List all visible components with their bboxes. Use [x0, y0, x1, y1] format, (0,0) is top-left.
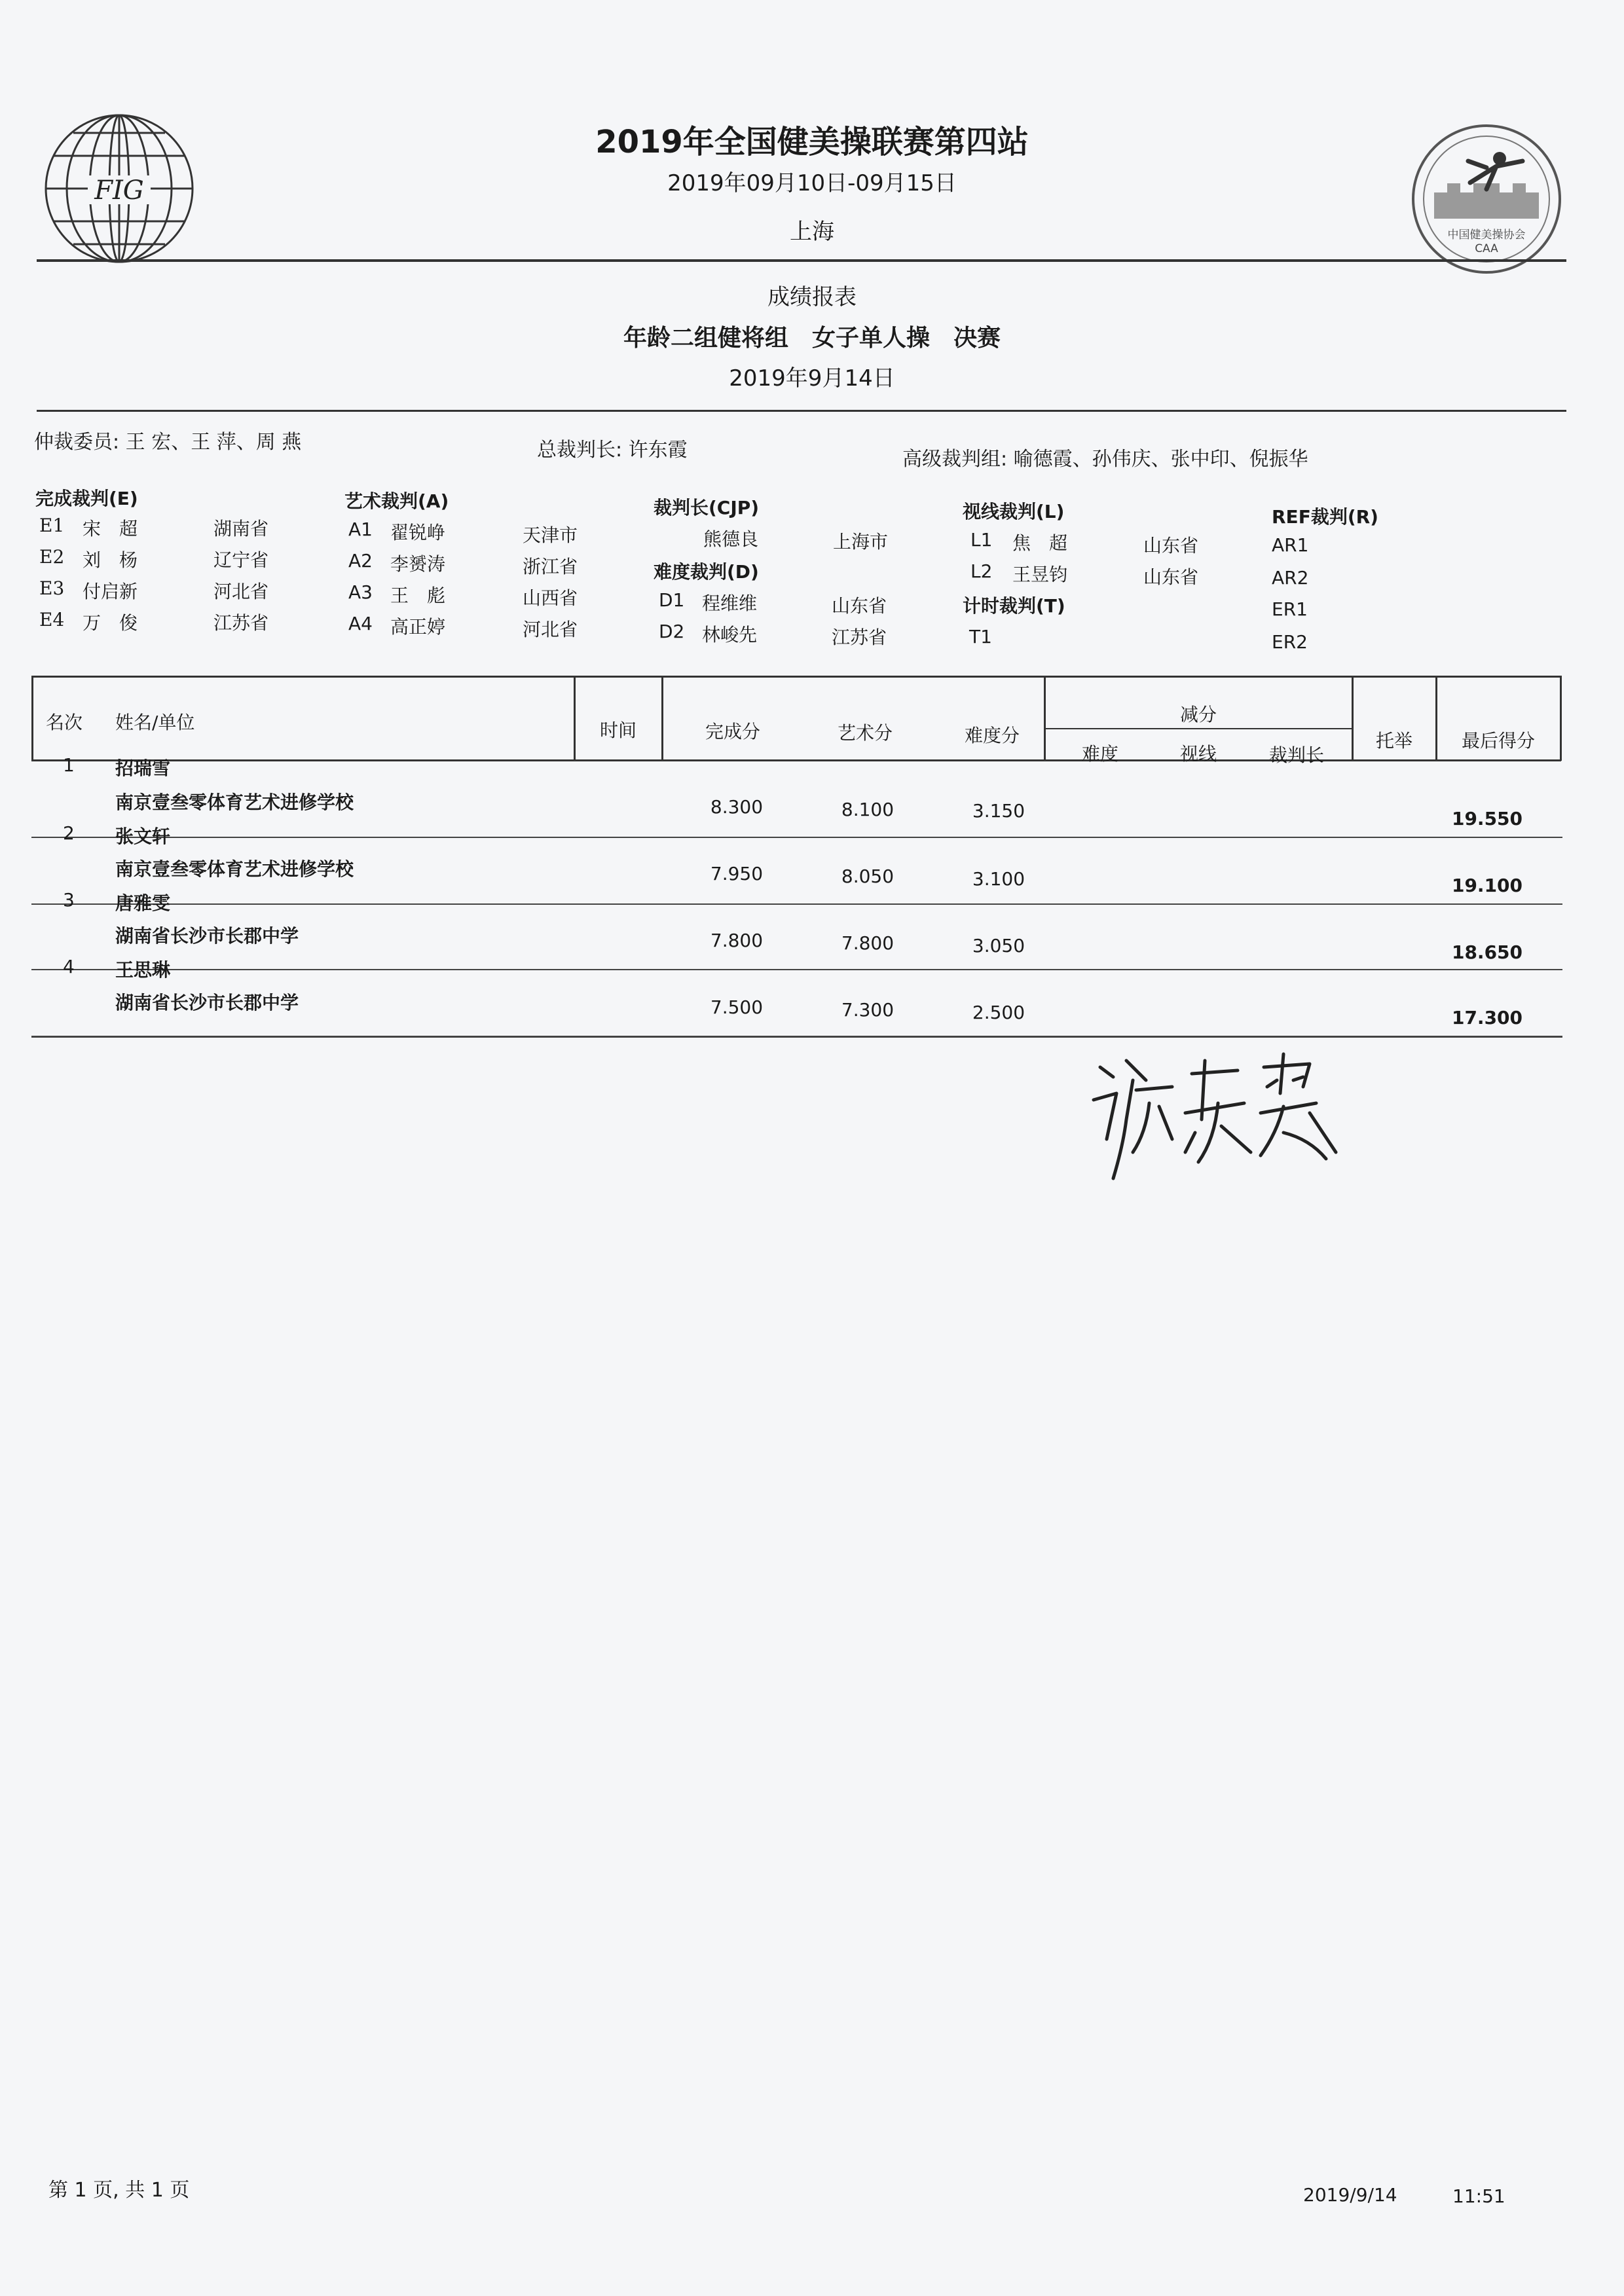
row-artistic: 7.800 — [841, 932, 895, 954]
ref-panel-label: REF裁判(R) — [1272, 506, 1378, 528]
row-artistic: 8.050 — [841, 866, 895, 887]
artistic-judge-region: 山西省 — [523, 587, 578, 609]
deduction-sub-rule — [1044, 728, 1353, 729]
row-difficulty: 2.500 — [972, 1002, 1025, 1023]
chief-judge-name: 许东霞 — [628, 439, 688, 462]
row-unit: 南京壹叁零体育艺术进修学校 — [115, 792, 354, 813]
caa-logo-name: 中国健美操协会 — [1447, 228, 1526, 242]
row-unit: 湖南省长沙市长郡中学 — [115, 925, 299, 947]
print-time: 11:51 — [1452, 2185, 1505, 2207]
execution-judge: E4 — [39, 609, 65, 630]
row-rule — [31, 969, 1562, 970]
row-unit: 南京壹叁零体育艺术进修学校 — [115, 858, 354, 880]
row-athlete-name: 招瑞雪 — [115, 757, 171, 779]
artistic-judge-region: 浙江省 — [523, 556, 578, 577]
row-final: 19.550 — [1451, 808, 1523, 829]
event-date: 2019年9月14日 — [729, 365, 895, 392]
date-range: 2019年09月10日-09月15日 — [667, 170, 957, 196]
row-difficulty: 3.150 — [972, 800, 1025, 822]
line-panel-label: 视线裁判(L) — [963, 501, 1065, 522]
execution-judge: E3 — [39, 577, 65, 599]
table-right-rule — [1560, 676, 1562, 761]
row-final: 17.300 — [1451, 1007, 1523, 1029]
row-athlete-name: 唐雅雯 — [115, 892, 171, 914]
artistic-judge-region: 河北省 — [523, 619, 578, 640]
row-unit: 湖南省长沙市长郡中学 — [115, 992, 299, 1013]
row-rank: 2 — [63, 822, 75, 844]
row-rank: 4 — [63, 956, 75, 977]
row-athlete-name: 王思琳 — [115, 959, 171, 981]
col-rule — [661, 676, 663, 761]
row-rule — [31, 1036, 1562, 1038]
row-execution: 7.800 — [710, 930, 764, 951]
line-judge: L1 — [970, 529, 993, 551]
table-top-rule — [31, 676, 1561, 678]
col-header-deductions: 减分 — [1179, 704, 1217, 725]
artistic-judge: A3 — [348, 581, 373, 603]
jury-names: 王 宏、王 萍、周 燕 — [125, 431, 302, 454]
time-panel-label: 计时裁判(T) — [963, 595, 1065, 617]
artistic-judge-name: 高正婷 — [390, 616, 446, 638]
execution-judge-region: 辽宁省 — [213, 549, 269, 571]
row-artistic: 8.100 — [841, 799, 895, 820]
cjp-panel-label: 裁判长(CJP) — [654, 497, 760, 519]
row-final: 18.650 — [1451, 941, 1523, 963]
difficulty-judge-region: 江苏省 — [832, 627, 887, 648]
row-execution: 8.300 — [710, 796, 764, 818]
execution-judge-region: 河北省 — [213, 581, 269, 602]
city: 上海 — [790, 219, 834, 245]
line-judge-region: 山东省 — [1143, 566, 1199, 588]
ref-code: AR1 — [1272, 534, 1309, 556]
difficulty-judge: D1 — [659, 589, 685, 611]
line-judge-region: 山东省 — [1143, 535, 1199, 556]
execution-judge-region: 江苏省 — [213, 612, 269, 634]
line-judge: L2 — [970, 560, 993, 582]
artistic-judge: A1 — [348, 519, 373, 540]
col-header-difficulty: 难度分 — [964, 725, 1020, 746]
artistic-judge: A4 — [348, 613, 373, 634]
col-header-time: 时间 — [599, 720, 637, 741]
col-header-lift: 托举 — [1375, 730, 1412, 752]
page-number: 第 1 页, 共 1 页 — [48, 2179, 190, 2202]
cjp-region: 上海市 — [833, 531, 889, 553]
col-header-final: 最后得分 — [1461, 730, 1535, 752]
execution-panel-label: 完成裁判(E) — [35, 488, 138, 509]
execution-judge-region: 湖南省 — [213, 518, 269, 539]
row-rank: 1 — [63, 754, 75, 776]
difficulty-panel-label: 难度裁判(D) — [654, 561, 759, 583]
execution-judge-name: 万 俊 — [83, 612, 138, 634]
caa-logo-abbr: CAA — [1475, 242, 1498, 255]
artistic-judge: A2 — [348, 550, 373, 572]
difficulty-judge-region: 山东省 — [832, 595, 887, 617]
artistic-judge-name: 王 彪 — [390, 585, 446, 606]
col-header-rank: 名次 — [46, 712, 83, 733]
artistic-judge-name: 翟锐峥 — [390, 522, 446, 543]
line-judge-name: 焦 超 — [1012, 532, 1068, 554]
artistic-judge-region: 天津市 — [523, 524, 578, 546]
category-title: 年龄二组健将组 女子单人操 决赛 — [623, 325, 1001, 352]
cjp-name: 熊德良 — [703, 528, 759, 550]
artistic-judge-name: 李赟涛 — [390, 553, 446, 575]
execution-judge: E2 — [39, 546, 65, 568]
col-header-artistic: 艺术分 — [837, 722, 893, 744]
col-header-execution: 完成分 — [705, 721, 760, 742]
jury-label: 仲裁委员: — [34, 431, 120, 454]
report-title: 成绩报表 — [767, 284, 857, 310]
artistic-panel-label: 艺术裁判(A) — [344, 490, 449, 512]
results-table — [0, 0, 1624, 1048]
ref-code: ER2 — [1272, 631, 1308, 653]
line-judge-name: 王昱钧 — [1012, 564, 1068, 585]
signature — [1087, 1041, 1362, 1192]
print-date: 2019/9/14 — [1303, 2184, 1397, 2206]
row-difficulty: 3.100 — [972, 868, 1025, 890]
col-header-ded-difficulty: 难度 — [1081, 743, 1118, 765]
row-artistic: 7.300 — [841, 999, 895, 1021]
competition-title: 2019年全国健美操联赛第四站 — [595, 124, 1029, 160]
table-left-rule — [31, 676, 33, 761]
col-header-name: 姓名/单位 — [115, 712, 195, 733]
execution-judge-name: 刘 杨 — [83, 549, 138, 571]
row-rule — [31, 903, 1562, 905]
ref-code: ER1 — [1272, 598, 1308, 620]
col-header-ded-line: 视线 — [1179, 743, 1217, 765]
row-final: 19.100 — [1451, 875, 1523, 896]
senior-panel-names: 喻德霞、孙伟庆、张中印、倪振华 — [1013, 448, 1308, 471]
ref-code: AR2 — [1272, 567, 1309, 589]
fig-logo-text: FIG — [94, 175, 144, 206]
execution-judge: E1 — [39, 515, 65, 536]
chief-judge-label: 总裁判长: — [537, 439, 623, 462]
row-execution: 7.500 — [710, 996, 764, 1018]
time-judge-code: T1 — [969, 626, 992, 647]
difficulty-judge-name: 程维维 — [702, 592, 758, 614]
col-header-ded-cjp: 裁判长 — [1268, 744, 1324, 766]
row-rank: 3 — [63, 889, 75, 911]
row-athlete-name: 张文轩 — [115, 826, 171, 847]
row-rule — [31, 837, 1562, 838]
difficulty-judge-name: 林峻先 — [702, 624, 758, 646]
execution-judge-name: 宋 超 — [83, 518, 138, 539]
signature-scribble-icon — [1087, 1041, 1362, 1192]
row-difficulty: 3.050 — [972, 935, 1025, 957]
difficulty-judge: D2 — [659, 621, 685, 642]
execution-judge-name: 付启新 — [83, 581, 138, 602]
senior-panel-label: 高级裁判组: — [902, 448, 1008, 471]
row-execution: 7.950 — [710, 863, 764, 884]
